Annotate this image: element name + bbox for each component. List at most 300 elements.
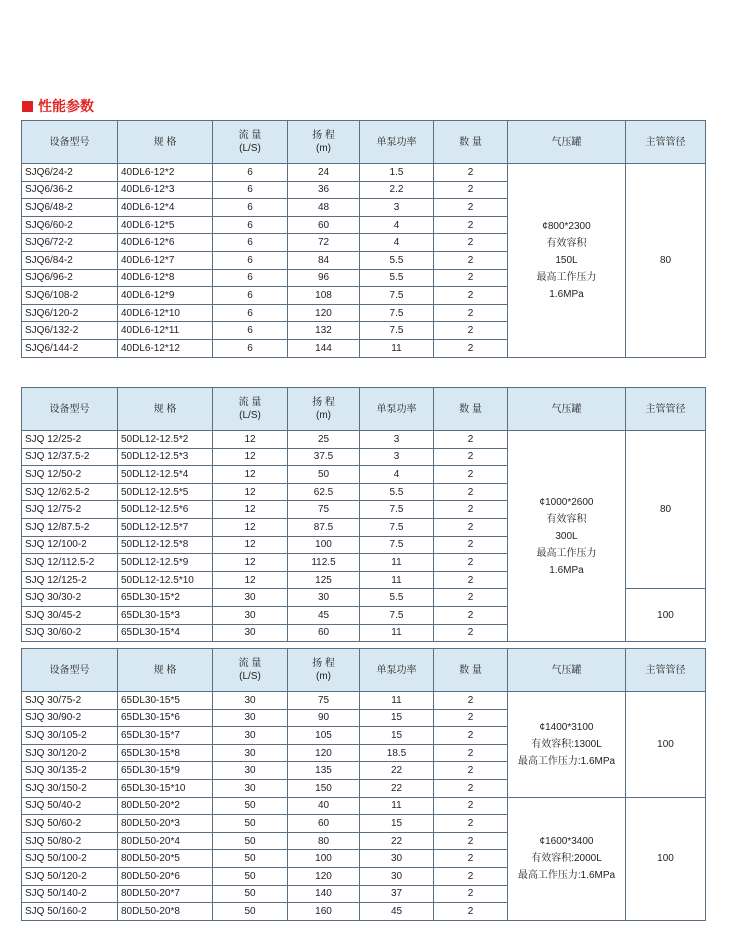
model-header-label: 设备型号 <box>49 403 90 415</box>
model-header <box>22 121 118 164</box>
spec-cell: 40DL6-12*5 <box>118 216 213 234</box>
model-cell: SJQ 12/75-2 <box>22 501 118 519</box>
flow-cell: 12 <box>213 448 288 466</box>
flow-header-label: 流 量 <box>238 130 262 141</box>
qty-cell: 2 <box>434 709 508 727</box>
flow-cell: 30 <box>213 762 288 780</box>
head-cell: 40 <box>288 797 360 815</box>
model-cell: SJQ 30/90-2 <box>22 709 118 727</box>
model-cell: SJQ6/48-2 <box>22 199 118 217</box>
performance-table-3 <box>21 648 706 921</box>
flow-cell: 12 <box>213 536 288 554</box>
head-header-label: (m) <box>316 671 331 682</box>
tank-cell <box>508 692 626 798</box>
head-cell: 160 <box>288 903 360 921</box>
spec-cell: 65DL30-15*5 <box>118 692 213 710</box>
power-header-label: 单泵功率 <box>376 136 417 148</box>
performance-table-1 <box>21 120 706 358</box>
model-header <box>22 388 118 431</box>
head-cell: 50 <box>288 466 360 484</box>
spec-cell: 80DL50-20*6 <box>118 867 213 885</box>
qty-cell: 2 <box>434 536 508 554</box>
qty-cell: 2 <box>434 850 508 868</box>
head-cell: 48 <box>288 199 360 217</box>
spec-cell: 50DL12-12.5*9 <box>118 554 213 572</box>
qty-cell: 2 <box>434 304 508 322</box>
pipe-diameter: 80 <box>659 254 672 266</box>
qty-cell: 2 <box>434 339 508 357</box>
power-header <box>360 121 434 164</box>
qty-cell: 2 <box>434 744 508 762</box>
flow-cell: 30 <box>213 692 288 710</box>
power-cell: 15 <box>360 815 434 833</box>
model-cell: SJQ6/120-2 <box>22 304 118 322</box>
power-cell: 5.5 <box>360 269 434 287</box>
flow-cell: 12 <box>213 571 288 589</box>
spec-cell: 65DL30-15*6 <box>118 709 213 727</box>
qty-header <box>434 649 508 692</box>
model-cell: SJQ 12/125-2 <box>22 571 118 589</box>
model-cell: SJQ 12/37.5-2 <box>22 448 118 466</box>
power-cell: 3 <box>360 448 434 466</box>
spec-cell: 80DL50-20*7 <box>118 885 213 903</box>
power-cell: 30 <box>360 867 434 885</box>
qty-cell: 2 <box>434 624 508 642</box>
qty-cell: 2 <box>434 448 508 466</box>
tank-spec-line: 1.6MPa <box>549 288 584 300</box>
model-header <box>22 649 118 692</box>
power-cell: 22 <box>360 762 434 780</box>
head-cell: 62.5 <box>288 483 360 501</box>
tank-spec-line: 150L <box>555 254 578 266</box>
model-cell: SJQ6/132-2 <box>22 322 118 340</box>
qty-cell: 2 <box>434 797 508 815</box>
flow-header <box>213 388 288 431</box>
spec-cell: 50DL12-12.5*8 <box>118 536 213 554</box>
qty-cell: 2 <box>434 234 508 252</box>
tank-cell <box>508 797 626 920</box>
head-cell: 96 <box>288 269 360 287</box>
flow-cell: 6 <box>213 287 288 305</box>
flow-cell: 6 <box>213 234 288 252</box>
power-cell: 2.2 <box>360 181 434 199</box>
tank-spec-line: 1.6MPa <box>549 564 584 576</box>
model-cell: SJQ 30/135-2 <box>22 762 118 780</box>
qty-cell: 2 <box>434 571 508 589</box>
spec-cell: 40DL6-12*11 <box>118 322 213 340</box>
model-cell: SJQ 12/100-2 <box>22 536 118 554</box>
power-cell: 11 <box>360 339 434 357</box>
pipe-cell <box>626 797 706 920</box>
qty-header-label: 数 量 <box>459 403 482 415</box>
flow-cell: 6 <box>213 216 288 234</box>
qty-cell: 2 <box>434 606 508 624</box>
spec-cell: 80DL50-20*8 <box>118 903 213 921</box>
pipe-header-label: 主管管径 <box>645 136 686 148</box>
qty-cell: 2 <box>434 269 508 287</box>
power-header-label: 单泵功率 <box>376 664 417 676</box>
flow-cell: 50 <box>213 815 288 833</box>
head-cell: 120 <box>288 867 360 885</box>
spec-cell: 40DL6-12*2 <box>118 164 213 182</box>
model-cell: SJQ6/72-2 <box>22 234 118 252</box>
flow-cell: 50 <box>213 832 288 850</box>
qty-cell: 2 <box>434 589 508 607</box>
spec-cell: 40DL6-12*3 <box>118 181 213 199</box>
spec-cell: 50DL12-12.5*6 <box>118 501 213 519</box>
head-cell: 144 <box>288 339 360 357</box>
flow-cell: 6 <box>213 304 288 322</box>
model-cell: SJQ 50/120-2 <box>22 867 118 885</box>
power-cell: 5.5 <box>360 251 434 269</box>
pipe-header <box>626 388 706 431</box>
spec-cell: 50DL12-12.5*2 <box>118 431 213 449</box>
flow-header-label: 流 量 <box>238 658 262 669</box>
table-row <box>22 692 706 710</box>
qty-cell: 2 <box>434 501 508 519</box>
flow-cell: 30 <box>213 779 288 797</box>
head-header-label: 扬 程 <box>312 658 335 669</box>
tank-spec-line: 有效容积 <box>546 237 587 249</box>
head-cell: 25 <box>288 431 360 449</box>
spec-cell: 80DL50-20*5 <box>118 850 213 868</box>
pipe-cell <box>626 164 706 358</box>
flow-cell: 6 <box>213 269 288 287</box>
qty-cell: 2 <box>434 322 508 340</box>
head-cell: 140 <box>288 885 360 903</box>
head-cell: 112.5 <box>288 554 360 572</box>
spec-cell: 80DL50-20*4 <box>118 832 213 850</box>
tank-spec-line: ¢800*2300 <box>542 220 591 232</box>
spec-cell: 80DL50-20*2 <box>118 797 213 815</box>
qty-cell: 2 <box>434 779 508 797</box>
qty-cell: 2 <box>434 867 508 885</box>
tank-spec-line: 有效容积:2000L <box>531 853 602 865</box>
flow-cell: 50 <box>213 850 288 868</box>
power-cell: 22 <box>360 779 434 797</box>
table-row <box>22 431 706 449</box>
qty-cell: 2 <box>434 885 508 903</box>
pipe-cell <box>626 589 706 642</box>
flow-cell: 6 <box>213 322 288 340</box>
qty-cell: 2 <box>434 164 508 182</box>
model-cell: SJQ 30/30-2 <box>22 589 118 607</box>
model-cell: SJQ 50/80-2 <box>22 832 118 850</box>
power-cell: 5.5 <box>360 483 434 501</box>
pipe-cell <box>626 431 706 589</box>
model-header-label: 设备型号 <box>49 136 90 148</box>
model-cell: SJQ6/36-2 <box>22 181 118 199</box>
power-header <box>360 388 434 431</box>
tank-header <box>508 388 626 431</box>
spec-cell: 40DL6-12*10 <box>118 304 213 322</box>
power-header-label: 单泵功率 <box>376 403 417 415</box>
power-cell: 11 <box>360 571 434 589</box>
power-cell: 4 <box>360 466 434 484</box>
qty-cell: 2 <box>434 832 508 850</box>
flow-cell: 12 <box>213 483 288 501</box>
head-cell: 60 <box>288 216 360 234</box>
head-header-label: 扬 程 <box>312 397 335 408</box>
head-cell: 105 <box>288 727 360 745</box>
flow-cell: 30 <box>213 709 288 727</box>
qty-cell: 2 <box>434 518 508 536</box>
flow-header <box>213 649 288 692</box>
pipe-header <box>626 121 706 164</box>
flow-cell: 50 <box>213 903 288 921</box>
spec-header-label: 规 格 <box>153 136 177 148</box>
head-cell: 132 <box>288 322 360 340</box>
spec-header-label: 规 格 <box>153 403 177 415</box>
flow-cell: 30 <box>213 624 288 642</box>
spec-cell: 50DL12-12.5*4 <box>118 466 213 484</box>
head-cell: 45 <box>288 606 360 624</box>
spec-cell: 65DL30-15*3 <box>118 606 213 624</box>
tank-spec-line: 最高工作压力:1.6MPa <box>517 870 616 882</box>
qty-cell: 2 <box>434 287 508 305</box>
power-cell: 3 <box>360 431 434 449</box>
model-cell: SJQ 12/50-2 <box>22 466 118 484</box>
flow-cell: 50 <box>213 867 288 885</box>
table-row <box>22 164 706 182</box>
qty-header <box>434 388 508 431</box>
power-cell: 7.5 <box>360 606 434 624</box>
head-cell: 36 <box>288 181 360 199</box>
qty-header-label: 数 量 <box>459 664 482 676</box>
flow-header-label: (L/S) <box>239 410 261 421</box>
spec-cell: 40DL6-12*7 <box>118 251 213 269</box>
tank-spec-line: 有效容积:1300L <box>531 738 602 750</box>
tank-spec-line: 300L <box>555 530 578 542</box>
flow-cell: 6 <box>213 164 288 182</box>
model-cell: SJQ 50/140-2 <box>22 885 118 903</box>
flow-cell: 6 <box>213 199 288 217</box>
flow-cell: 12 <box>213 518 288 536</box>
model-cell: SJQ 50/60-2 <box>22 815 118 833</box>
qty-cell: 2 <box>434 466 508 484</box>
power-cell: 3 <box>360 199 434 217</box>
spec-cell: 65DL30-15*9 <box>118 762 213 780</box>
spec-cell: 80DL50-20*3 <box>118 815 213 833</box>
qty-cell: 2 <box>434 815 508 833</box>
flow-cell: 6 <box>213 181 288 199</box>
pipe-diameter: 100 <box>657 853 674 865</box>
head-header-label: (m) <box>316 143 331 154</box>
head-cell: 120 <box>288 744 360 762</box>
power-cell: 4 <box>360 234 434 252</box>
model-cell: SJQ 30/150-2 <box>22 779 118 797</box>
flow-cell: 12 <box>213 554 288 572</box>
tank-spec-line: 最高工作压力 <box>536 547 597 559</box>
tank-spec-line: ¢1400*3100 <box>539 721 594 733</box>
tank-spec-line: 最高工作压力:1.6MPa <box>517 755 616 767</box>
tank-spec-line: ¢1000*2600 <box>539 496 594 508</box>
flow-cell: 30 <box>213 727 288 745</box>
head-cell: 72 <box>288 234 360 252</box>
flow-cell: 6 <box>213 251 288 269</box>
flow-cell: 30 <box>213 606 288 624</box>
power-cell: 11 <box>360 797 434 815</box>
header-row <box>22 649 706 692</box>
model-cell: SJQ 30/120-2 <box>22 744 118 762</box>
power-cell: 45 <box>360 903 434 921</box>
model-header-label: 设备型号 <box>49 664 90 676</box>
qty-cell: 2 <box>434 483 508 501</box>
head-header <box>288 121 360 164</box>
model-cell: SJQ 30/45-2 <box>22 606 118 624</box>
head-header-label: 扬 程 <box>312 130 335 141</box>
qty-header-label: 数 量 <box>459 136 482 148</box>
header-row <box>22 121 706 164</box>
head-cell: 100 <box>288 850 360 868</box>
head-cell: 108 <box>288 287 360 305</box>
power-cell: 7.5 <box>360 322 434 340</box>
qty-cell: 2 <box>434 554 508 572</box>
pipe-header-label: 主管管径 <box>645 403 686 415</box>
power-cell: 7.5 <box>360 536 434 554</box>
flow-cell: 50 <box>213 797 288 815</box>
table-row <box>22 797 706 815</box>
qty-header <box>434 121 508 164</box>
power-cell: 18.5 <box>360 744 434 762</box>
head-cell: 135 <box>288 762 360 780</box>
spec-cell: 40DL6-12*4 <box>118 199 213 217</box>
tank-spec-line: 最高工作压力 <box>536 271 597 283</box>
spec-cell: 50DL12-12.5*5 <box>118 483 213 501</box>
spec-cell: 65DL30-15*8 <box>118 744 213 762</box>
pipe-cell <box>626 692 706 798</box>
tank-header-label: 气压罐 <box>551 664 582 676</box>
head-header-label: (m) <box>316 410 331 421</box>
spec-cell: 65DL30-15*10 <box>118 779 213 797</box>
power-cell: 30 <box>360 850 434 868</box>
power-cell: 22 <box>360 832 434 850</box>
model-cell: SJQ 50/40-2 <box>22 797 118 815</box>
qty-cell: 2 <box>434 692 508 710</box>
tank-header <box>508 121 626 164</box>
head-cell: 60 <box>288 624 360 642</box>
section-title: 性能参数 <box>38 99 94 115</box>
tank-cell <box>508 164 626 358</box>
model-cell: SJQ 12/62.5-2 <box>22 483 118 501</box>
head-cell: 125 <box>288 571 360 589</box>
spec-cell: 40DL6-12*8 <box>118 269 213 287</box>
head-cell: 80 <box>288 832 360 850</box>
head-header <box>288 649 360 692</box>
qty-cell: 2 <box>434 762 508 780</box>
model-cell: SJQ6/84-2 <box>22 251 118 269</box>
flow-cell: 6 <box>213 339 288 357</box>
qty-cell: 2 <box>434 251 508 269</box>
head-cell: 120 <box>288 304 360 322</box>
head-cell: 87.5 <box>288 518 360 536</box>
flow-header-label: 流 量 <box>238 397 262 408</box>
head-cell: 100 <box>288 536 360 554</box>
flow-cell: 12 <box>213 466 288 484</box>
power-cell: 15 <box>360 709 434 727</box>
spec-cell: 40DL6-12*9 <box>118 287 213 305</box>
power-cell: 11 <box>360 624 434 642</box>
model-cell: SJQ 12/112.5-2 <box>22 554 118 572</box>
head-header <box>288 388 360 431</box>
tank-cell <box>508 431 626 642</box>
qty-cell: 2 <box>434 199 508 217</box>
qty-cell: 2 <box>434 216 508 234</box>
spec-header-label: 规 格 <box>153 664 177 676</box>
qty-cell: 2 <box>434 431 508 449</box>
power-cell: 5.5 <box>360 589 434 607</box>
model-cell: SJQ 30/75-2 <box>22 692 118 710</box>
flow-cell: 12 <box>213 501 288 519</box>
tank-header-label: 气压罐 <box>551 136 582 148</box>
pipe-header-label: 主管管径 <box>645 664 686 676</box>
tank-header-label: 气压罐 <box>551 403 582 415</box>
tank-spec-line: ¢1600*3400 <box>539 836 594 848</box>
power-cell: 11 <box>360 692 434 710</box>
flow-cell: 50 <box>213 885 288 903</box>
spec-cell: 50DL12-12.5*7 <box>118 518 213 536</box>
model-cell: SJQ6/24-2 <box>22 164 118 182</box>
spec-header <box>118 649 213 692</box>
power-cell: 7.5 <box>360 501 434 519</box>
head-cell: 75 <box>288 692 360 710</box>
power-cell: 15 <box>360 727 434 745</box>
power-cell: 7.5 <box>360 287 434 305</box>
qty-cell: 2 <box>434 727 508 745</box>
head-cell: 90 <box>288 709 360 727</box>
header-row <box>22 388 706 431</box>
red-square-icon <box>22 101 33 112</box>
section-header <box>22 96 94 116</box>
tank-spec-line: 有效容积 <box>546 513 587 525</box>
performance-table-2 <box>21 387 706 642</box>
head-cell: 60 <box>288 815 360 833</box>
model-cell: SJQ6/96-2 <box>22 269 118 287</box>
head-cell: 37.5 <box>288 448 360 466</box>
spec-cell: 50DL12-12.5*10 <box>118 571 213 589</box>
tank-header <box>508 649 626 692</box>
spec-cell: 65DL30-15*7 <box>118 727 213 745</box>
head-cell: 150 <box>288 779 360 797</box>
flow-header <box>213 121 288 164</box>
model-cell: SJQ 30/60-2 <box>22 624 118 642</box>
power-cell: 11 <box>360 554 434 572</box>
model-cell: SJQ6/108-2 <box>22 287 118 305</box>
spec-cell: 65DL30-15*2 <box>118 589 213 607</box>
qty-cell: 2 <box>434 903 508 921</box>
model-cell: SJQ 30/105-2 <box>22 727 118 745</box>
spec-cell: 40DL6-12*12 <box>118 339 213 357</box>
head-cell: 84 <box>288 251 360 269</box>
pipe-diameter: 100 <box>657 609 674 621</box>
spec-header <box>118 388 213 431</box>
flow-cell: 30 <box>213 744 288 762</box>
power-cell: 1.5 <box>360 164 434 182</box>
model-cell: SJQ 50/160-2 <box>22 903 118 921</box>
spec-cell: 65DL30-15*4 <box>118 624 213 642</box>
spec-cell: 50DL12-12.5*3 <box>118 448 213 466</box>
spec-header <box>118 121 213 164</box>
head-cell: 75 <box>288 501 360 519</box>
power-cell: 7.5 <box>360 304 434 322</box>
head-cell: 24 <box>288 164 360 182</box>
power-header <box>360 649 434 692</box>
flow-cell: 30 <box>213 589 288 607</box>
pipe-diameter: 100 <box>657 738 674 750</box>
model-cell: SJQ6/144-2 <box>22 339 118 357</box>
power-cell: 37 <box>360 885 434 903</box>
flow-cell: 12 <box>213 431 288 449</box>
